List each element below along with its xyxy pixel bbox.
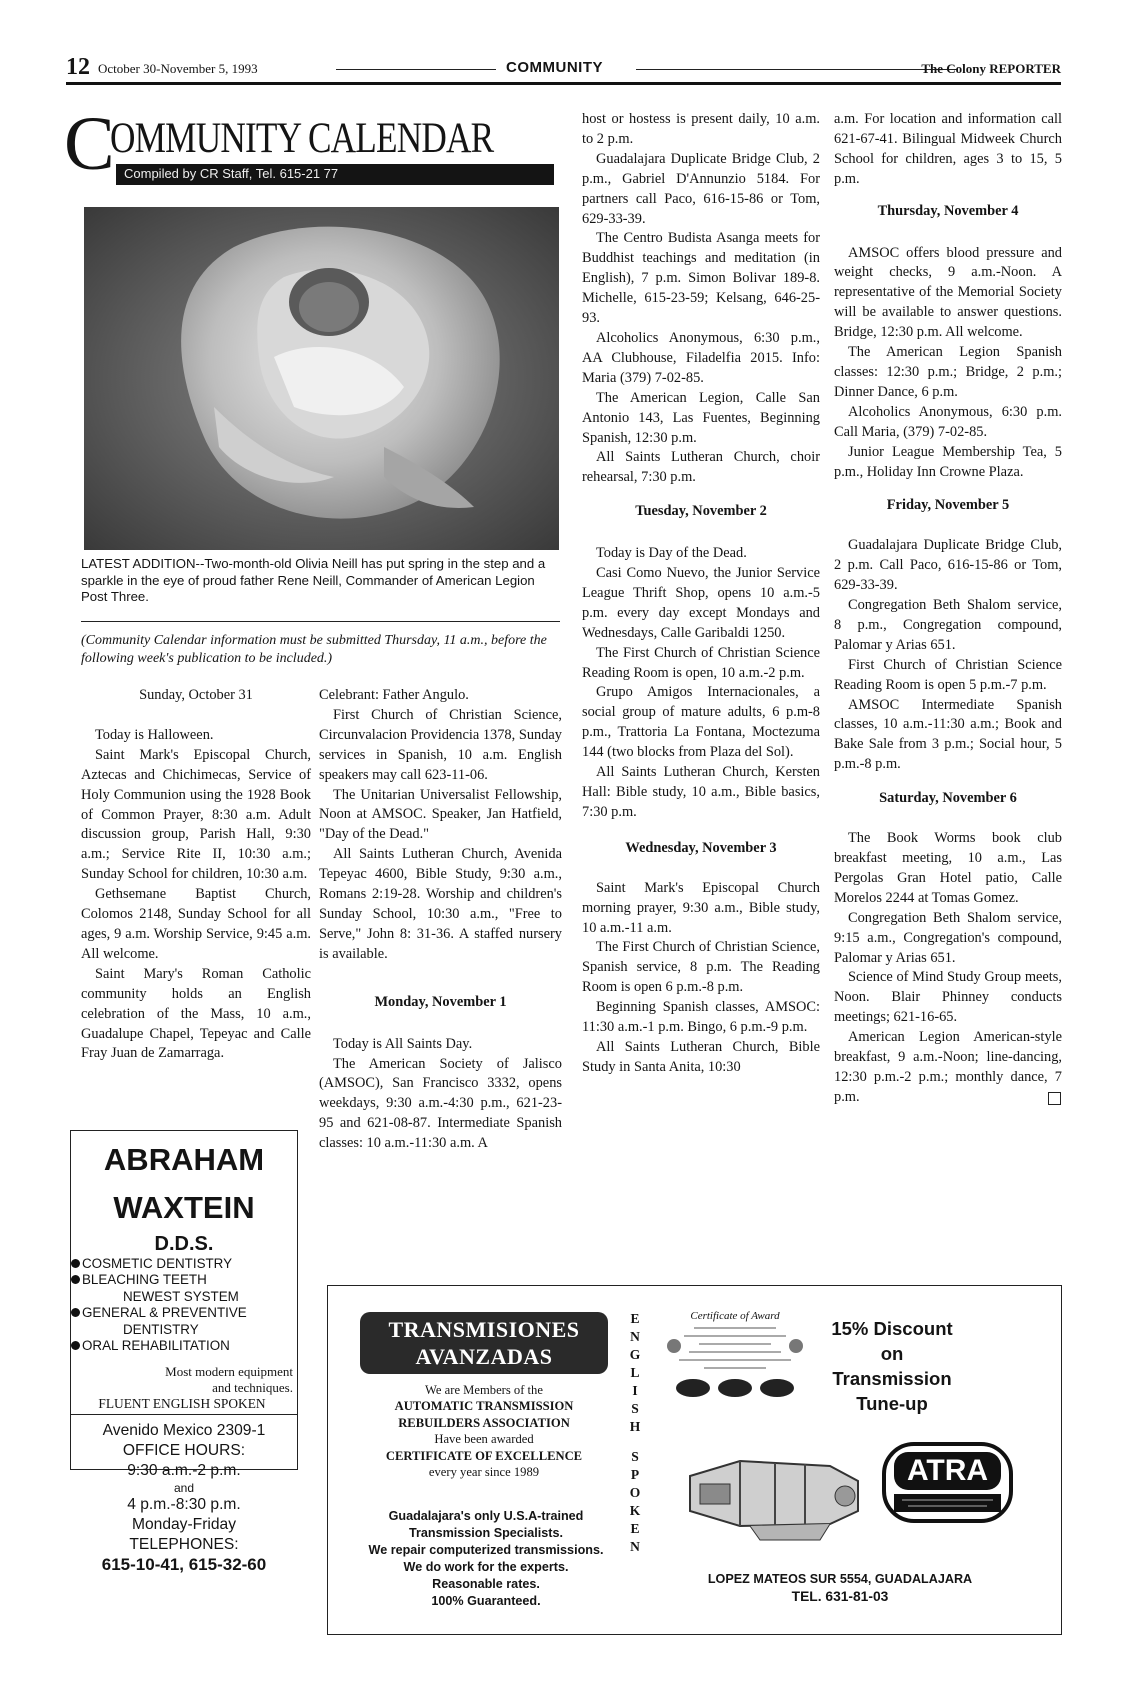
column-4: [834, 110, 1062, 1105]
certificate-title: Certificate of Award: [690, 1310, 780, 1322]
company-name: TRANSMISIONES: [388, 1317, 580, 1342]
dentist-name: WAXTEIN: [113, 1190, 255, 1225]
company-badge: [360, 1312, 608, 1374]
vertical-letter: E: [630, 1311, 640, 1326]
ad-line: REBUILDERS ASSOCIATION: [398, 1415, 570, 1430]
seal-icon: [676, 1379, 710, 1397]
issue-date: October 30-November 5, 1993: [98, 61, 258, 76]
page-number: 12: [66, 54, 90, 80]
calendar-entry: Alcoholics Anonymous, 6:30 p.m. Call Maria, (379) 7-02-85.: [834, 403, 1062, 440]
calendar-entry: Today is All Saints Day.: [333, 1035, 473, 1052]
ad-divider: [71, 1414, 297, 1415]
vertical-letter: H: [629, 1419, 641, 1434]
vertical-letter: L: [630, 1365, 640, 1380]
dentist-address: Avenido Mexico 2309-1: [102, 1422, 266, 1440]
calendar-entry: The American Society of Jalisco (AMSOC), San Francisco 3332, opens weekdays, 9:30 a.m.-4:30 p.m., 621-23-95 and 621-08-87. Intermediate Spanish classes: 10 a.m.-11:30 a.m. A: [319, 1055, 562, 1152]
service-item: ORAL REHABILITATION: [82, 1338, 230, 1354]
header-line: [636, 69, 958, 70]
ad-line: We do work for the experts.: [403, 1560, 569, 1574]
calendar-entry: American Legion American-style breakfast, 9 a.m.-Noon; line-dancing, 12:30 p.m.-2 p.m.; monthly dance, 7 p.m.: [834, 1029, 1062, 1105]
calendar-entry: a.m. For location and information call 621-67-41. Bilingual Midweek Church School for children, ages 3 to 15, 5 p.m.: [834, 111, 1062, 187]
calendar-entry: Science of Mind Study Group meets, Noon. Blair Phinney conducts meetings; 621-16-65.: [834, 969, 1062, 1026]
vertical-letter: E: [630, 1521, 640, 1536]
discount-line: Transmission: [832, 1368, 952, 1389]
bullet-icon: [71, 1308, 80, 1317]
calendar-entry: Grupo Amigos Internacionales, a social group of mature adults, 6 p.m-8 p.m., Trattoria La Fontana, Moctezuma 144 (two blocks from Plaza del Sol).: [582, 684, 820, 761]
ad-line: Guadalajara's only U.S.A-trained: [388, 1509, 584, 1523]
ad-line: CERTIFICATE OF EXCELLENCE: [385, 1448, 583, 1463]
column-2: [319, 686, 562, 1154]
calendar-entry: host or hostess is present daily, 10 a.m. to 2 p.m.: [582, 111, 820, 147]
calendar-entry: Gethsemane Baptist Church, Colomos 2148, Sunday School for all ages, 9 a.m. Worship Service, 9:45 a.m. All welcome.: [81, 886, 311, 962]
day-heading: Thursday, November 4: [877, 202, 1019, 219]
photo-caption: LATEST ADDITION--Two-month-old Olivia Neill has put spring in the step and a sparkle in the eye of proud father Rene Neill, Commander of American Legion Post Three.: [81, 556, 546, 604]
vertical-letter: I: [632, 1383, 638, 1398]
seal-icon: [718, 1379, 752, 1397]
dentist-ad: [70, 1130, 298, 1575]
discount-line: Tune-up: [856, 1393, 928, 1414]
dentist-phones: 615-10-41, 615-32-60: [101, 1555, 267, 1575]
calendar-entry: All Saints Lutheran Church, Kersten Hall: Bible study, 10 a.m., Bible basics, 7:30 p.m.: [582, 764, 820, 820]
day-heading: Wednesday, November 3: [625, 839, 777, 856]
page-header: [66, 48, 1061, 84]
baby-photo: [84, 207, 559, 550]
ad-line: We are Members of the: [425, 1383, 543, 1397]
vertical-letter: N: [630, 1329, 640, 1344]
transmission-illustration: [680, 1436, 870, 1546]
shop-address: [690, 1571, 990, 1605]
hours-value: 9:30 a.m.-2 p.m.: [127, 1462, 241, 1480]
calendar-entry: Junior League Membership Tea, 5 p.m., Holiday Inn Crowne Plaza.: [834, 443, 1062, 480]
page-title: OMMUNITY CALENDAR: [110, 115, 494, 162]
service-text: [338, 1508, 634, 1610]
service-item: NEWEST SYSTEM: [123, 1288, 239, 1304]
vertical-letter: S: [631, 1401, 639, 1416]
discount-line: on: [880, 1343, 904, 1364]
title-initial: C: [64, 102, 115, 186]
company-name: AVANZADAS: [415, 1344, 553, 1369]
certificate-text-graphic: [664, 1322, 806, 1372]
certificate-of-award: [664, 1310, 806, 1405]
calendar-entry: Saint Mark's Episcopal Church morning prayer, 9:30 a.m., Bible study, 10 a.m.-11 a.m.: [582, 879, 820, 936]
staff-credit: Compiled by CR Staff, Tel. 615-21 77: [116, 164, 554, 185]
membership-text: [350, 1382, 618, 1480]
seal-icon: [760, 1379, 794, 1397]
calendar-entry: The American Legion Spanish classes: 12:30 p.m.; Bridge, 2 p.m.; Dinner Dance, 6 p.m.: [834, 344, 1062, 400]
column-1: [81, 686, 311, 1064]
service-item: BLEACHING TEETH: [82, 1272, 207, 1288]
bullet-icon: [71, 1259, 80, 1268]
calendar-entry: Saint Mary's Roman Catholic community holds an English celebration of the Mass, 10 a.m., Guadalupe Chapel, Tepeyac and Calle Fray Juan de Zamarraga.: [81, 965, 311, 1062]
vertical-letter: O: [629, 1485, 641, 1500]
caption-rule: [81, 621, 560, 622]
day-heading: Friday, November 5: [886, 497, 1010, 514]
office-days: Monday-Friday: [132, 1516, 236, 1534]
end-mark-icon: [1048, 1092, 1061, 1105]
bullet-icon: [71, 1275, 80, 1284]
hours-label: OFFICE HOURS:: [122, 1442, 246, 1460]
vertical-letter: S: [631, 1449, 639, 1464]
calendar-entry: All Saints Lutheran Church, Avenida Tepeyac 4600, Bible Study, 9:30 a.m., Romans 2:19-28. Worship and children's Sunday School, 10:30 a.m., "Free to Serve," John 8: 31-36. A staffed nursery is available.: [319, 846, 562, 962]
calendar-entry: The First Church of Christian Science Reading Room is open, 10 a.m.-2 p.m.: [582, 644, 820, 681]
tel-label: TELEPHONES:: [129, 1536, 239, 1554]
calendar-entry: Congregation Beth Shalom service, 8 p.m., Congregation compound, Palomar y Arias 651.: [834, 597, 1062, 653]
equipment-note: and techniques.: [212, 1380, 293, 1396]
day-heading: Saturday, November 6: [879, 790, 1017, 807]
service-item: COSMETIC DENTISTRY: [82, 1256, 233, 1271]
vertical-letter: N: [630, 1539, 640, 1554]
calendar-entry: All Saints Lutheran Church, Bible Study in Santa Anita, 10:30: [582, 1038, 820, 1075]
header-line: [336, 69, 496, 70]
calendar-entry: First Church of Christian Science Reading Room is open 5 p.m.-7 p.m.: [834, 656, 1062, 693]
hours-and: and: [173, 1481, 195, 1496]
discount-line: 15% Discount: [831, 1318, 953, 1339]
bullet-icon: [71, 1341, 80, 1350]
calendar-entry: The American Legion, Calle San Antonio 143, Las Fuentes, Beginning Spanish, 12:30 p.m.: [582, 389, 820, 446]
day-heading: Monday, November 1: [374, 993, 507, 1010]
ad-line: We repair computerized transmissions.: [368, 1543, 604, 1557]
dentist-name: ABRAHAM: [103, 1142, 265, 1177]
service-item: GENERAL & PREVENTIVE: [82, 1305, 247, 1321]
ad-line: Transmission Specialists.: [409, 1526, 563, 1540]
equipment-note: Most modern equipment: [165, 1364, 293, 1380]
day-heading: Tuesday, November 2: [635, 503, 767, 520]
submission-note: (Community Calendar information must be submitted Thursday, 11 a.m., before the following week's publication to be included.): [81, 633, 547, 666]
calendar-entry: Casi Como Nuevo, the Junior Service League Thrift Shop, opens 10 a.m.-5 p.m. every day except Mondays and Wednesdays, Calle Garibaldi 1250.: [582, 565, 820, 641]
vertical-letter: K: [629, 1503, 641, 1518]
calendar-entry: The First Church of Christian Science, Spanish service, 8 p.m. The Reading Room is open 6 p.m.-8 p.m.: [582, 939, 820, 996]
paper-name: The Colony REPORTER: [921, 61, 1061, 76]
calendar-entry: Celebrant: Father Angulo.: [319, 687, 469, 703]
column-3: [582, 110, 820, 1078]
header-rule: [66, 82, 1061, 85]
calendar-entry: Beginning Spanish classes, AMSOC: 11:30 a.m.-1 p.m. Bingo, 6 p.m.-9 p.m.: [582, 999, 820, 1036]
day-heading: Sunday, October 31: [139, 687, 253, 703]
vertical-letter: P: [630, 1467, 640, 1482]
transmission-ad: [327, 1285, 1062, 1635]
english-spoken-vertical: [628, 1310, 642, 1556]
shop-phone: TEL. 631-81-03: [791, 1589, 889, 1604]
section-name: COMMUNITY: [506, 59, 603, 76]
calendar-entry: Saint Mark's Episcopal Church, Aztecas and Chichimecas, Service of Holy Communion using the 1928 Book of Common Prayer, 8:30 a.m. Adult discussion group, Parish Hall, 9:30 a.m.; Service Rite II, 10:30 a.m.; Sunday School for children, 10:30 a.m.: [81, 746, 311, 883]
vertical-letter: G: [629, 1347, 641, 1362]
calendar-entry: Congregation Beth Shalom service, 9:15 a.m., Congregation's compound, Palomar y Arias 651.: [834, 909, 1062, 966]
calendar-entry: Guadalajara Duplicate Bridge Club, 2 p.m., Gabriel D'Annunzio 5184. For partners call Paco, 616-15-86 or Tom, 629-33-39.: [582, 150, 820, 227]
calendar-entry: First Church of Christian Science, Circunvalacion Providencia 1378, Sunday services in Spanish, 10 a.m. English speakers may call 623-11-06.: [319, 706, 562, 783]
address-line: LOPEZ MATEOS SUR 5554, GUADALAJARA: [707, 1572, 973, 1586]
dentist-degree: D.D.S.: [154, 1233, 214, 1255]
ad-line: Have been awarded: [434, 1432, 534, 1447]
dentist-services: [71, 1256, 297, 1354]
atra-logo: [880, 1440, 1015, 1525]
ad-line: AUTOMATIC TRANSMISSION: [394, 1399, 574, 1414]
ad-line: every year since 1989: [428, 1465, 540, 1480]
calendar-entry: Alcoholics Anonymous, 6:30 p.m., AA Clubhouse, Filadelfia 2015. Info: Maria (379) 7-02-85.: [582, 329, 820, 386]
calendar-entry: Today is Halloween.: [95, 726, 214, 743]
calendar-entry: All Saints Lutheran Church, choir rehearsal, 7:30 p.m.: [582, 449, 820, 486]
calendar-entry: The Book Worms book club breakfast meeting, 10 a.m., Las Pergolas Gran Hotel patio, Calle Morelos 2244 at Tomas Gomez.: [834, 830, 1062, 906]
english-note: FLUENT ENGLISH SPOKEN: [98, 1396, 266, 1412]
ad-line: Reasonable rates.: [432, 1577, 540, 1591]
calendar-entry: AMSOC Intermediate Spanish classes, 10 a.m.-11:30 a.m.; Book and Bake Sale from 3 p.m.; Social hour, 5 p.m.-8 p.m.: [834, 696, 1062, 773]
atra-text: ATRA: [906, 1454, 989, 1487]
calendar-entry: Guadalajara Duplicate Bridge Club, 2 p.m. Call Paco, 616-15-86 or Tom, 629-33-39.: [834, 537, 1062, 594]
service-item: DENTISTRY: [123, 1321, 199, 1337]
vertical-letter: [628, 1436, 642, 1448]
calendar-entry: Today is Day of the Dead.: [596, 545, 747, 562]
hours-value: 4 p.m.-8:30 p.m.: [127, 1496, 241, 1514]
calendar-entry: The Unitarian Universalist Fellowship, Noon at AMSOC. Speaker, Jan Hatfield, "Day of the Dead.": [319, 786, 562, 843]
ad-line: 100% Guaranteed.: [431, 1594, 541, 1608]
baby-photo-illustration: [84, 207, 559, 550]
discount-offer: [808, 1316, 976, 1416]
calendar-entry: AMSOC offers blood pressure and weight checks, 9 a.m.-Noon. A representative of the Memorial Society will be available to answer questions. Bridge, 12:30 p.m. All welcome.: [834, 244, 1062, 341]
calendar-entry: The Centro Budista Asanga meets for Buddhist teachings and meditation (in English), 7 p.m. Simon Bolivar 189-8. Michelle, 615-23-59; Kelsang, 646-25-93.: [582, 230, 820, 327]
office-info: [71, 1421, 297, 1575]
